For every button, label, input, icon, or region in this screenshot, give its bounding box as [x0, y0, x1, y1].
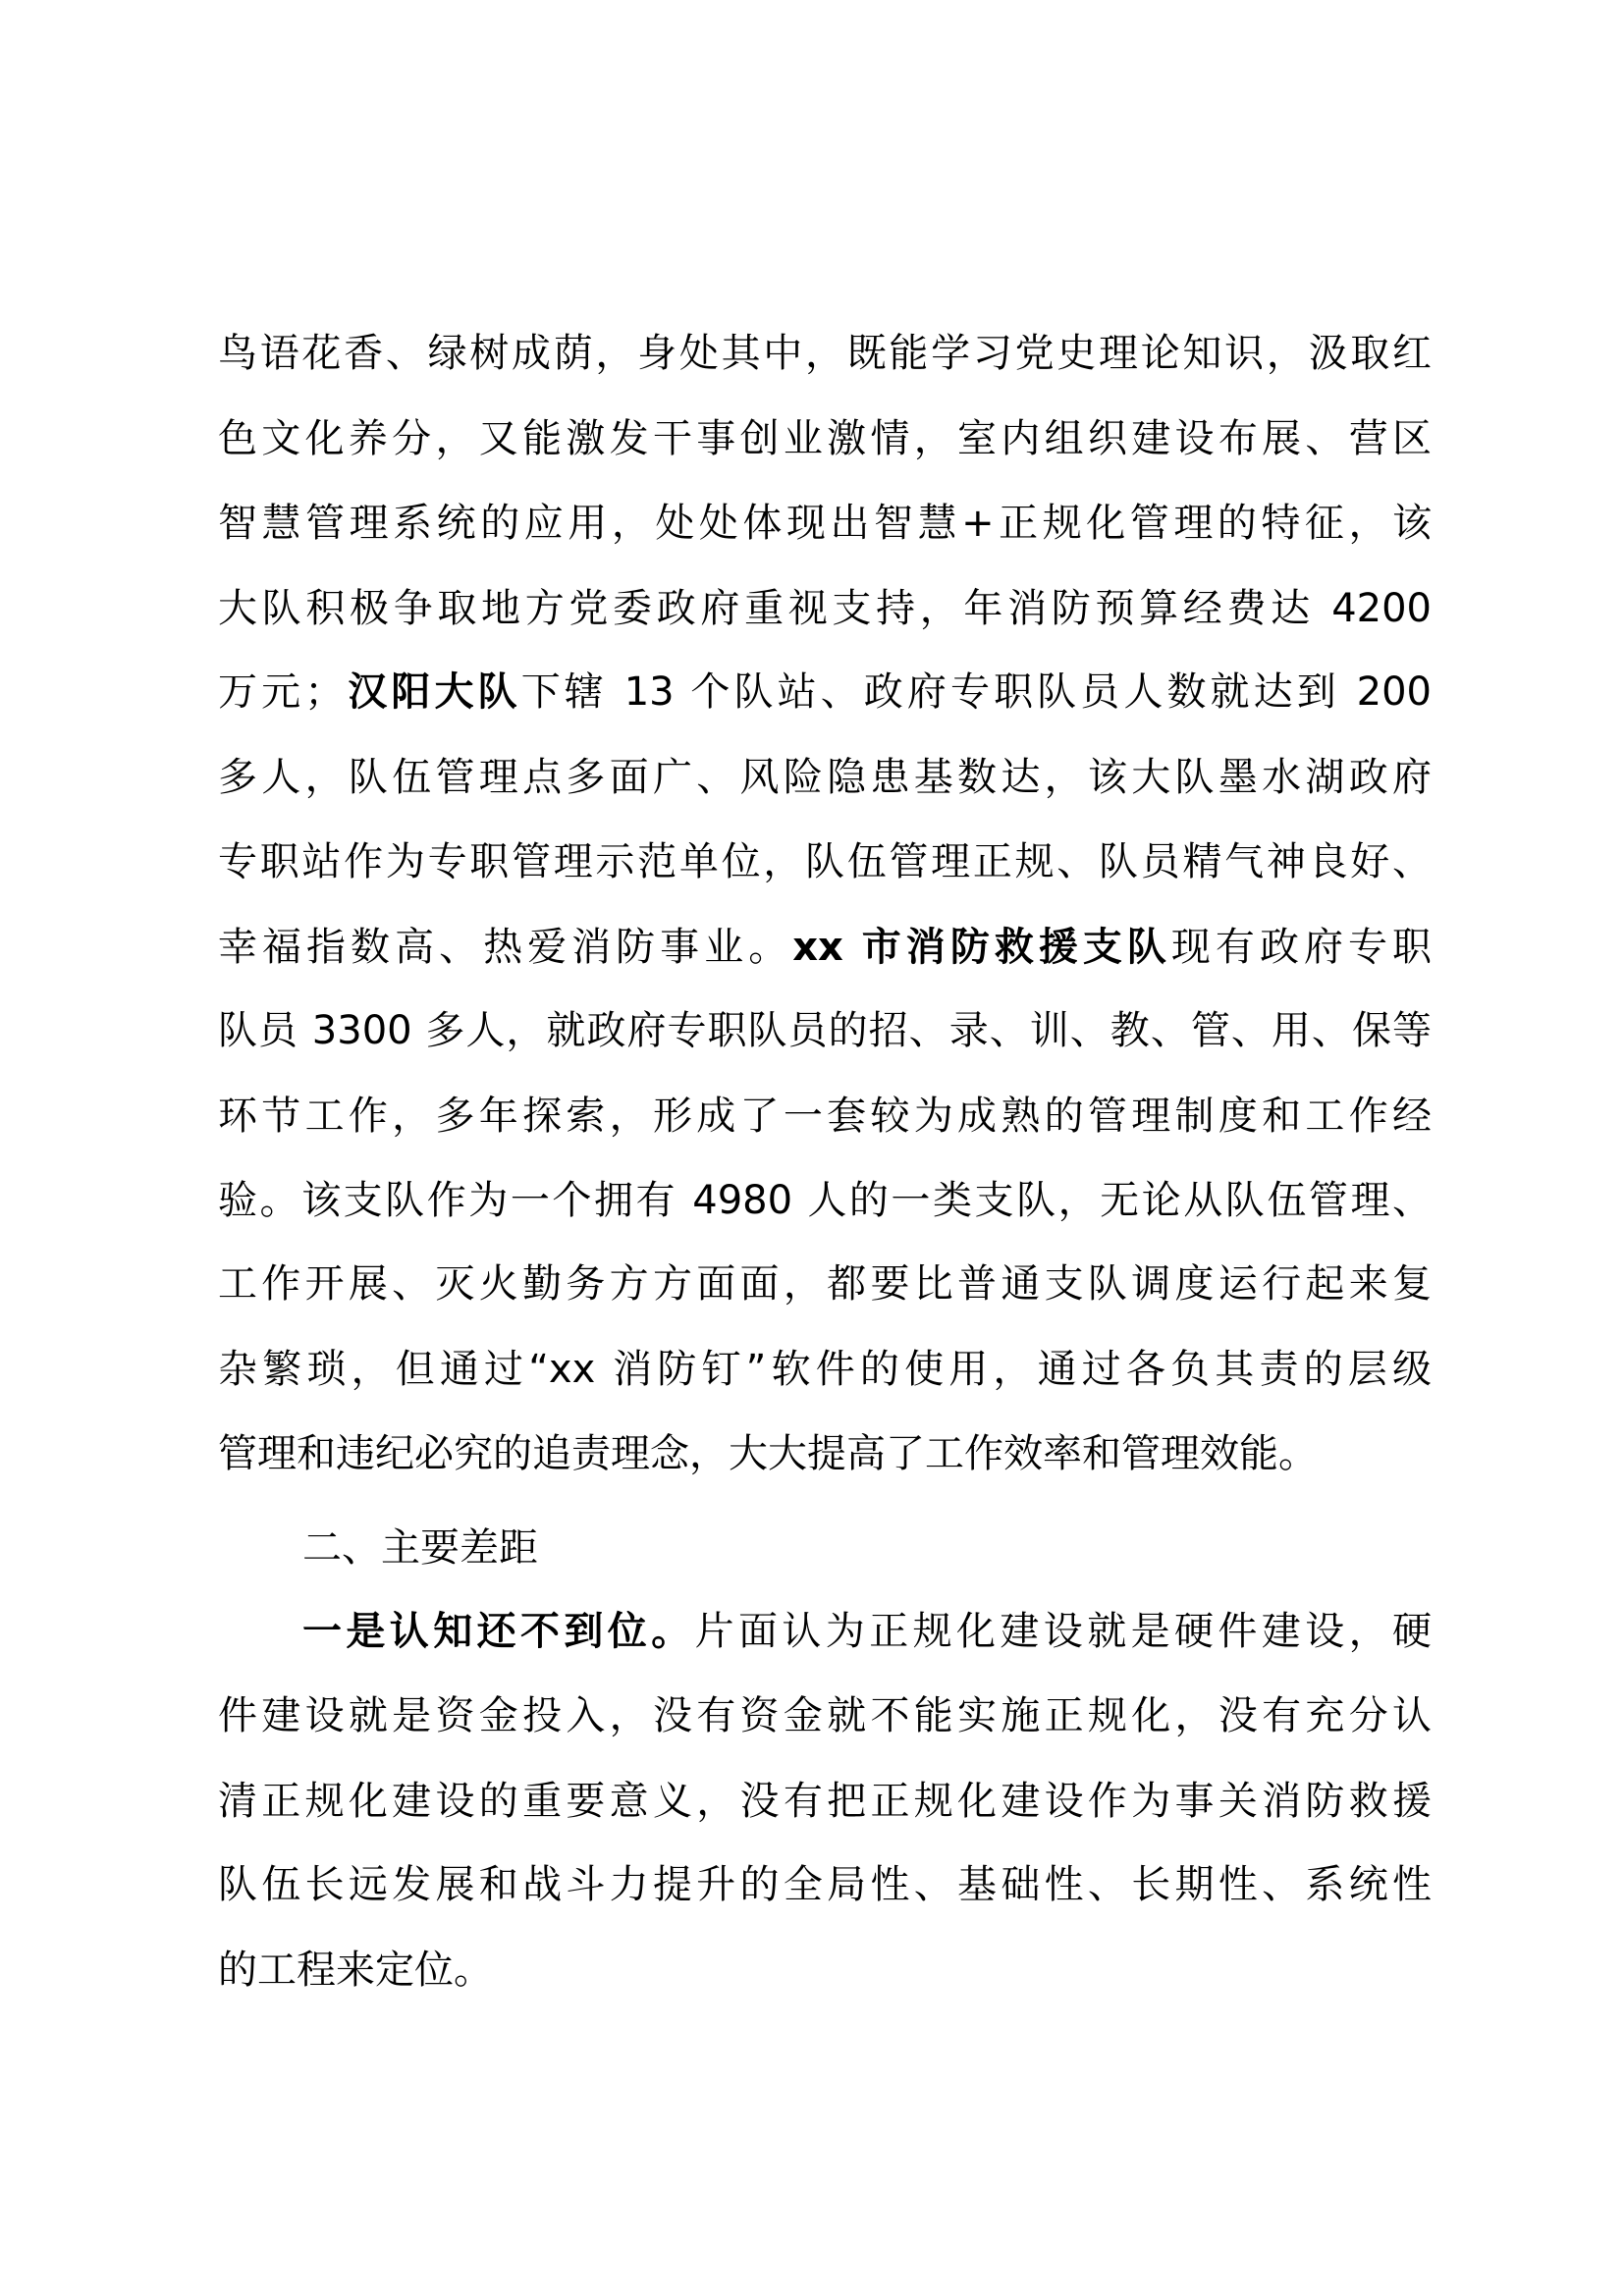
paragraph1-line — [218, 1327, 1432, 1412]
paragraph1-line — [218, 1158, 1432, 1243]
text-run: 万元； — [218, 669, 345, 715]
text-run: 的工程来定位。 — [218, 1948, 493, 1993]
paragraph1-line — [218, 566, 1432, 651]
text-run: 智慧管理系统的应用，处处体现出智慧+正规化管理的特征，该 — [218, 501, 1432, 546]
text-run: 管理和违纪必究的追责理念，大大提高了工作效率和管理效能。 — [218, 1431, 1318, 1476]
text-run: 现有政府专职 — [1170, 925, 1432, 970]
text-run: 队员 3300 多人，就政府专职队员的招、录、训、教、管、用、保等 — [218, 1008, 1432, 1053]
bold-text: xx 市消防救援支队 — [792, 925, 1171, 970]
paragraph1-line — [218, 650, 1432, 734]
text-run: 杂繁琐，但通过“xx 消防钉”软件的使用，通过各负其责的层级 — [218, 1347, 1432, 1392]
text-run: 色文化养分，又能激发干事创业激情，室内组织建设布展、营区 — [218, 416, 1432, 461]
paragraph1-line — [218, 735, 1432, 820]
paragraph2-line — [218, 1928, 1432, 2012]
text-run: 件建设就是资金投入，没有资金就不能实施正规化，没有充分认 — [218, 1693, 1432, 1738]
text-run: 验。该支队作为一个拥有 4980 人的一类支队，无论从队伍管理、 — [218, 1178, 1432, 1223]
text-run: 多人，队伍管理点多面广、风险隐患基数达，该大队墨水湖政府 — [218, 755, 1432, 800]
text-run: 鸟语花香、绿树成荫，身处其中，既能学习党史理论知识，汲取红 — [218, 331, 1432, 376]
paragraph1-line — [218, 1412, 1432, 1496]
paragraph2-line — [218, 1759, 1432, 1843]
paragraph2-line — [218, 1842, 1432, 1927]
paragraph1-line — [218, 481, 1432, 565]
text-run: 片面认为正规化建设就是硬件建设，硬 — [694, 1609, 1433, 1654]
text-run: 下辖 13 个队站、政府专职队员人数就达到 200 — [520, 669, 1433, 715]
text-run: 专职站作为专职管理示范单位，队伍管理正规、队员精气神良好、 — [218, 839, 1432, 884]
paragraph1-line — [218, 1242, 1432, 1326]
section-heading: 二、主要差距 — [302, 1525, 538, 1571]
text-run: 工作开展、灭火勤务方方面面，都要比普通支队调度运行起来复 — [218, 1261, 1432, 1307]
bold-text: 一是认知还不到位。 — [302, 1609, 695, 1654]
text-run: 幸福指数高、热爱消防事业。 — [218, 925, 793, 970]
text-run: 环节工作，多年探索，形成了一套较为成熟的管理制度和工作经 — [218, 1094, 1432, 1139]
text-run: 队伍长远发展和战斗力提升的全局性、基础性、长期性、系统性 — [218, 1862, 1432, 1907]
text-run: 大队积极争取地方党委政府重视支持，年消防预算经费达 4200 — [218, 586, 1432, 631]
paragraph1-line — [218, 311, 1432, 396]
paragraph1-line — [218, 820, 1432, 904]
text-run: 清正规化建设的重要意义，没有把正规化建设作为事关消防救援 — [218, 1779, 1432, 1824]
bold-text: 汉阳大队 — [344, 669, 521, 715]
paragraph1-line — [218, 905, 1432, 989]
paragraph2-line — [218, 1674, 1432, 1758]
paragraph1-line — [218, 1074, 1432, 1158]
paragraph1-line — [218, 988, 1432, 1073]
paragraph1-line — [218, 397, 1432, 481]
paragraph2-line — [302, 1589, 1432, 1674]
